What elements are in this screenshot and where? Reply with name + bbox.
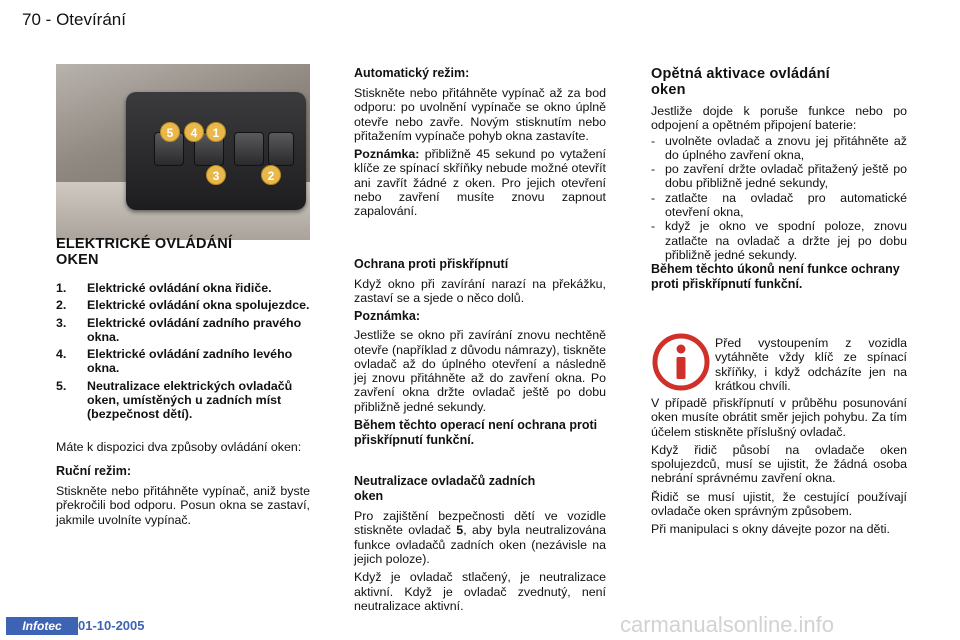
info-icon (651, 332, 711, 392)
page-header (22, 10, 126, 30)
column-right (651, 66, 907, 537)
antipinch-note-text: Jestliže se okno při zavírání znovu nechtěně otevře (například z důvodu námrazy), tiskněte ovladač až do úplného otevření a následně jej znovu přitáhněte až do zavření okna. Po zavření okna držte ovladač ještě po dobu přibližně jedné sekundy. (354, 328, 606, 414)
callout-3: 3 (206, 165, 226, 185)
info-paragraphs (651, 396, 907, 537)
callout-5: 5 (160, 122, 180, 142)
feature-list (56, 281, 310, 422)
column-left (56, 236, 310, 527)
window-switch-photo (56, 64, 310, 240)
chapter-title: Otevírání (56, 10, 126, 29)
footer-date: 01-10-2005 (78, 618, 145, 633)
infotec-logo: Infotec (6, 617, 78, 635)
callout-1: 1 (206, 122, 226, 142)
list-item: - když je okno ve spodní poloze, znovu zatlačte na ovladač a držte jej po dobu přibližně jedné sekundy. (651, 219, 907, 262)
reactivation-intro: Jestliže dojde k poruše funkce nebo po odpojení a opětném připojení baterie: (651, 104, 907, 133)
auto-mode-note: Poznámka: přibližně 45 sekund po vytažení klíče ze spínací skříňky nebude možné otevřít ani zavřít žádné z oken. Pro jejich otevření nebo zavření musíte znovu zapnout zapalování. (354, 147, 606, 219)
list-item: 5. Neutralizace elektrických ovladačů oken, umístěných u zadních míst (bezpečnost dětí). (56, 378, 293, 422)
reactivation-steps (651, 134, 907, 263)
reactivation-title: Opětná aktivace ovládání oken (651, 66, 830, 98)
info-p4: Při manipulaci s okny dávejte pozor na děti. (651, 522, 890, 537)
switch-2 (268, 132, 294, 166)
manual-mode-text: Stiskněte nebo přitáhněte vypínač, aniž byste překročili bod odporu. Posun okna se zastaví, jakmile uvolníte vypínač. (56, 483, 310, 527)
list-item: 2. Elektrické ovládání okna spolujezdce. (56, 298, 310, 313)
callout-4: 4 (184, 122, 204, 142)
page-number: 70 (22, 10, 41, 29)
info-box-text: Před vystoupením z vozidla vytáhněte vždy klíč ze spínací skříňky, i když odcházíte jen na krátkou chvíli. (715, 336, 907, 393)
manual-mode-title: Ruční režim: (56, 463, 132, 478)
list-item: 1. Elektrické ovládání okna řidiče. (56, 281, 272, 295)
neutralize-title: Neutralizace ovladačů zadních oken (354, 474, 536, 504)
callout-2: 2 (261, 165, 281, 185)
neutralize-text-2: Když je ovladač stlačený, je neutralizace aktivní. Když je ovladač zvednutý, není neutralizace aktivní. (354, 570, 606, 613)
auto-mode-text: Stiskněte nebo přitáhněte vypínač až za bod odporu: po uvolnění vypínače se okno úplně otevře nebo zavře. Novým stisknutím nebo přitažením vypínače pohyb okna zastavíte. (354, 86, 606, 143)
switch-panel (126, 92, 306, 210)
info-p1: V případě přiskřípnutí v průběhu posunování oken musíte obrátit směr jejich pohybu. Za tím účelem stiskněte příslušný ovladač. (651, 396, 907, 439)
neutralize-text: Pro zajištění bezpečnosti dětí ve vozidle stiskněte ovladač 5, aby byla neutralizována funkce ovladačů zadních oken (nezávisle na jejich poloze). (354, 509, 606, 566)
column-middle (354, 66, 606, 613)
header-separator: - (45, 10, 52, 29)
info-p3: Řidič se musí ujistit, že cestující používají ovladače oken správným způsobem. (651, 489, 907, 519)
modes-intro: Máte k dispozici dva způsoby ovládání oken: (56, 439, 302, 454)
list-item: 3. Elektrické ovládání zadního pravého okna. (56, 315, 302, 344)
list-item: - po zavření držte ovladač přitažený ještě po dobu přibližně jedné sekundy, (651, 162, 907, 191)
auto-mode-title: Automatický režim: (354, 66, 470, 80)
info-p2: Když řidič působí na ovladače oken spolujezdců, musí se ujistit, že žádná osoba nebrání správnému zavření okna. (651, 442, 907, 486)
watermark: carmanualsonline.info (620, 612, 835, 637)
list-item: - uvolněte ovladač a znovu jej přitáhněte až do úplného zavření okna, (651, 133, 907, 162)
antipinch-text: Když okno při zavírání narazí na překážku, zastaví se a sjede o něco dolů. (354, 276, 606, 305)
antipinch-warning: Během těchto operací není ochrana proti přiskřípnutí funkční. (354, 418, 598, 448)
reactivation-warning: Během těchto úkonů není funkce ochrany proti přiskřípnutí funkční. (651, 262, 900, 292)
electric-title: ELEKTRICKÉ OVLÁDÁNÍ OKEN (56, 236, 233, 268)
antipinch-note-label: Poznámka: (354, 309, 420, 324)
list-item: 4. Elektrické ovládání zadního levého okna. (56, 347, 293, 376)
switch-1 (234, 132, 264, 166)
antipinch-title: Ochrana proti přiskřípnutí (354, 256, 509, 271)
list-item: - zatlačte na ovladač pro automatické otevření okna, (651, 190, 907, 220)
